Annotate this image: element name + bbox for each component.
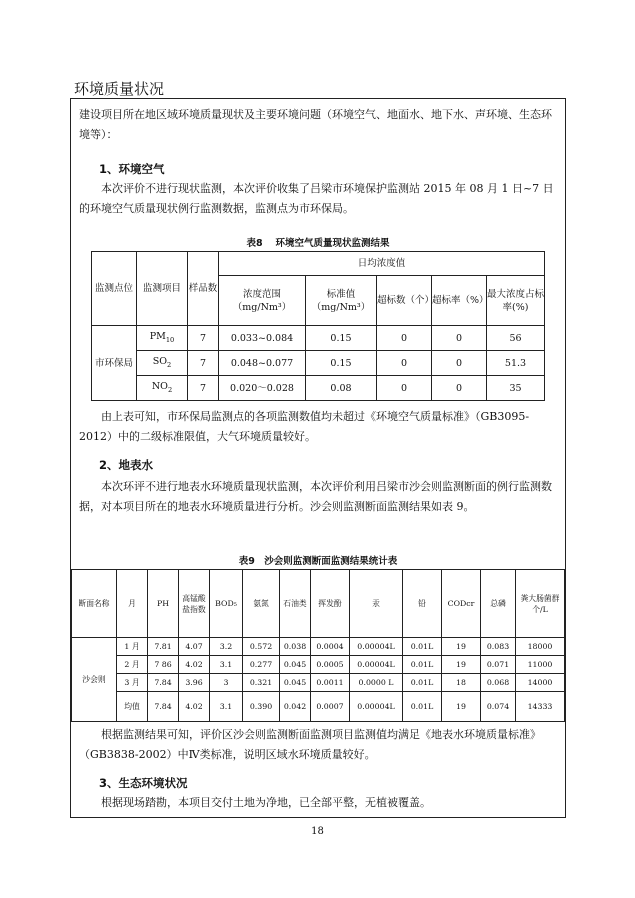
header-cell: 汞 [350, 570, 403, 638]
item-cell: $PM_{10}$ [137, 326, 188, 351]
table-cell: 0.321 [243, 674, 280, 692]
header-point: 监测点位 [92, 252, 137, 326]
section-3-heading: 3、生态环境状况 [99, 776, 188, 790]
table-cell: 19 [442, 692, 481, 722]
table-cell: 19 [442, 638, 481, 656]
content-frame [70, 98, 566, 818]
station-cell: 沙会则 [72, 638, 117, 722]
table-cell: 11000 [516, 656, 565, 674]
page-number: 18 [311, 826, 324, 837]
header-cell: 月 [117, 570, 148, 638]
table-cell: 7 [188, 351, 219, 376]
header-cell: 总磷 [481, 570, 516, 638]
header-cell: 高锰酸盐指数 [179, 570, 210, 638]
table-cell: 0.572 [243, 638, 280, 656]
table9-caption: 表9 沙会则监测断面监测结果统计表 [238, 556, 398, 567]
table-cell: 0.15 [306, 351, 377, 376]
table-cell: 3.96 [179, 674, 210, 692]
table-cell: 0.045 [280, 674, 311, 692]
header-samples: 样品数 [188, 252, 219, 326]
table-cell: 0.071 [481, 656, 516, 674]
air-conclusion: 由上表可知，市环保局监测点的各项监测数值均未超过《环境空气质量标准》（GB3095-2012）中的二级标准限值，大气环境质量较好。 [79, 410, 530, 443]
section-1-paragraph: 本次评价不进行现状监测，本次评价收集了吕梁市环境保护监测站 2015 年 08 月 1 日~7 日的环境空气质量现状例行监测数据，监测点为市环保局。 [79, 182, 554, 215]
table-cell: 0.01L [403, 656, 442, 674]
table-cell: 0.00004L [350, 692, 403, 722]
header-cell: 粪大肠菌群个/L [516, 570, 565, 638]
table-cell: 35 [487, 376, 545, 401]
header-exceed-count: 超标数（个） [377, 276, 432, 326]
table-cell: 7 [188, 376, 219, 401]
table-cell: 0 [432, 376, 487, 401]
table-cell: 0.0005 [311, 656, 350, 674]
table-cell: 0.0007 [311, 692, 350, 722]
table-cell: 0.033~0.084 [219, 326, 306, 351]
table-cell: 7.81 [148, 638, 179, 656]
table-cell: 18000 [516, 638, 565, 656]
table-cell: 0.042 [280, 692, 311, 722]
item-cell: $SO_2$ [137, 351, 188, 376]
table-cell: 2 月 [117, 656, 148, 674]
header-daily: 日均浓度值 [219, 252, 545, 276]
table-cell: 0 [432, 351, 487, 376]
table-cell: 0.0004 [311, 638, 350, 656]
table-cell: 3.2 [210, 638, 243, 656]
table-cell: 0.00004L [350, 656, 403, 674]
section-2-heading: 2、地表水 [99, 458, 154, 472]
table-cell: 56 [487, 326, 545, 351]
header-cell: 断面名称 [72, 570, 117, 638]
table-cell: 0.01L [403, 674, 442, 692]
table-cell: 0.048~0.077 [219, 351, 306, 376]
table-cell: 1 月 [117, 638, 148, 656]
table-cell: 14000 [516, 674, 565, 692]
table-cell: 0.0000 L [350, 674, 403, 692]
header-range: 浓度范围（mg/Nm³） [219, 276, 306, 326]
table-cell: 均值 [117, 692, 148, 722]
table-cell: 0 [377, 326, 432, 351]
section-1-heading: 1、环境空气 [99, 162, 165, 176]
table-cell: 0.390 [243, 692, 280, 722]
header-exceed-rate: 超标率（%） [432, 276, 487, 326]
water-quality-table [71, 569, 565, 722]
header-cell: 氨氮 [243, 570, 280, 638]
air-quality-table [91, 251, 545, 401]
page-title: 环境质量状况 [74, 80, 165, 98]
table-cell: 0 [432, 326, 487, 351]
table-cell: 3 月 [117, 674, 148, 692]
table-cell: 0.08 [306, 376, 377, 401]
intro-text: 建设项目所在地区域环境质量现状及主要环境问题（环境空气、地面水、地下水、声环境、生态环境等）： [79, 108, 552, 141]
header-max-ratio: 最大浓度占标率(%) [487, 276, 545, 326]
table-cell: 18 [442, 674, 481, 692]
table-cell: 7 [188, 326, 219, 351]
table-cell: 14333 [516, 692, 565, 722]
table-cell: 0.01L [403, 638, 442, 656]
table-cell: 4.02 [179, 692, 210, 722]
water-conclusion: 根据监测结果可知，评价区沙会则监测断面监测项目监测值均满足《地表水环境质量标准》（GB3838-2002）中Ⅳ类标准，说明区域水环境质量较好。 [79, 728, 541, 761]
table-cell: 3.1 [210, 656, 243, 674]
table-cell: 0 [377, 351, 432, 376]
table-cell: 0.0011 [311, 674, 350, 692]
table-cell: 3.1 [210, 692, 243, 722]
table-cell: 3 [210, 674, 243, 692]
table-cell: 4.02 [179, 656, 210, 674]
table-cell: 4.07 [179, 638, 210, 656]
header-item: 监测项目 [137, 252, 188, 326]
table-cell: 0.277 [243, 656, 280, 674]
table-cell: 0.020～0.028 [219, 376, 306, 401]
table-cell: 0.045 [280, 656, 311, 674]
header-cell: 石油类 [280, 570, 311, 638]
table-cell: 19 [442, 656, 481, 674]
table-cell: 7.84 [148, 692, 179, 722]
header-std: 标准值（mg/Nm³） [306, 276, 377, 326]
table-cell: 0.074 [481, 692, 516, 722]
header-cell: PH [148, 570, 179, 638]
table8-caption: 表8 环境空气质量现状监测结果 [246, 238, 390, 249]
section-2-paragraph: 本次环评不进行地表水环境质量现状监测，本次评价利用吕梁市沙会则监测断面的例行监测数据，对本项目所在的地表水环境质量进行分析。沙会则监测断面监测结果如表 9。 [79, 480, 552, 513]
table-cell: 0.038 [280, 638, 311, 656]
header-cell: BOD₅ [210, 570, 243, 638]
header-cell: 铅 [403, 570, 442, 638]
station-cell: 市环保局 [92, 326, 137, 401]
header-cell: CODcr [442, 570, 481, 638]
table-cell: 7.84 [148, 674, 179, 692]
table-cell: 7 86 [148, 656, 179, 674]
table-cell: 0.083 [481, 638, 516, 656]
table-cell: 51.3 [487, 351, 545, 376]
header-cell: 挥发酚 [311, 570, 350, 638]
section-3-paragraph: 根据现场踏勘，本项目交付土地为净地，已全部平整，无植被覆盖。 [101, 796, 431, 809]
table-cell: 0 [377, 376, 432, 401]
table-cell: 0.15 [306, 326, 377, 351]
table-cell: 0.01L [403, 692, 442, 722]
table-cell: 0.00004L [350, 638, 403, 656]
table-cell: 0.068 [481, 674, 516, 692]
item-cell: $NO_2$ [137, 376, 188, 401]
